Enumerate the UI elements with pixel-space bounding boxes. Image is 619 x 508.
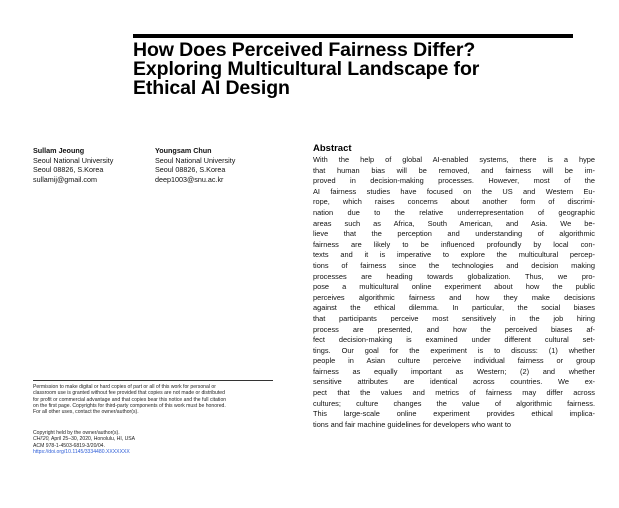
- abstract-line: process are presented, and how the perceived biases af-: [313, 324, 595, 334]
- abstract-line: sensitive attributes are identical across countries. We ex-: [313, 377, 595, 387]
- title-line: Ethical AI Design: [133, 77, 290, 99]
- copyright-block: [33, 430, 278, 455]
- permission-line: for profit or commercial advantage and that copies bear this notice and the full citation: [33, 396, 227, 403]
- abstract-line: rope, which raises concerns about another form of discrimi-: [313, 197, 595, 207]
- author-email[interactable]: sullamij@gmail.com: [33, 174, 98, 184]
- abstract-line: areas such as Africa, South American, and Asia. We be-: [313, 218, 595, 228]
- abstract-line: AI fairness studies have focused on the US and Western Eu-: [313, 186, 595, 196]
- abstract-line: fairness are likely to be influenced profoundly by local con-: [313, 239, 595, 249]
- abstract-line: fairness as equally important as Western; (2) and whether: [313, 366, 595, 376]
- permission-line: classroom use is granted without fee provided that copies are not made or distributed: [33, 390, 225, 397]
- abstract-line: against the ethical dilemma. In particular, the social biases: [313, 303, 595, 313]
- abstract-line: that human bias will be removed, and fairness will be im-: [313, 165, 595, 175]
- abstract-line: that participants perceive most sensitively in the job hiring: [313, 313, 595, 323]
- abstract-body: [313, 155, 595, 430]
- author-block: [155, 146, 235, 184]
- author-address: Seoul 08826, S.Korea: [155, 165, 226, 175]
- title-rule: [133, 34, 573, 38]
- abstract-line: people in Asian culture perceive individual fairness or group: [313, 356, 595, 366]
- permission-line: Permission to make digital or hard copies of part or all of this work for personal or: [33, 384, 216, 390]
- author-affiliation: Seoul National University: [155, 155, 236, 165]
- author-affiliation: Seoul National University: [33, 155, 114, 165]
- abstract-line: texts and it is imperative to explore the multicultural percep-: [313, 250, 595, 260]
- abstract-line: perceives algorithmic fairness and how they make decisions: [313, 292, 595, 302]
- abstract-line: tions of fairness since the technologies and decision making: [313, 260, 595, 270]
- paper-title: [133, 41, 593, 98]
- author-name: Sullam Jeoung: [33, 146, 85, 155]
- abstract-line: cultures; culture changes the value of algorithmic fairness.: [313, 398, 595, 408]
- abstract-line: pose a multicultural online experiment about how the public: [313, 282, 595, 292]
- permission-notice: [33, 384, 278, 415]
- abstract-line: proved in decision-making processes. However, most of the: [313, 176, 595, 186]
- abstract-line: nation due to the relative underrepresentation of geographic: [313, 207, 595, 217]
- abstract-line: lieve that the perception and understanding of algorithmic: [313, 229, 595, 239]
- isbn-line: ACM 978-1-4503-6819-3/20/04.: [33, 442, 105, 449]
- permission-rule: [33, 380, 273, 381]
- title-line: Exploring Multicultural Landscape for: [133, 58, 480, 80]
- conference-details: April 25–30, 2020, Honolulu, HI, USA: [49, 436, 136, 443]
- abstract-line: tions and fair machine guidelines for developers who want to: [313, 419, 512, 429]
- copyright-holder: Copyright held by the owner/author(s).: [33, 430, 120, 436]
- abstract-heading: Abstract: [313, 143, 352, 154]
- author-email[interactable]: deep1003@snu.ac.kr: [155, 174, 224, 184]
- abstract-line: This large-scale online experiment provides ethical implica-: [313, 409, 595, 419]
- abstract-line: With the help of global AI-enabled systems, there is a hype: [313, 155, 595, 164]
- doi-link[interactable]: https://doi.org/10.1145/3334480.XXXXXXX: [33, 448, 130, 455]
- author-name: Youngsam Chun: [155, 146, 212, 155]
- author-address: Seoul 08826, S.Korea: [33, 165, 104, 175]
- permission-line: on the first page. Copyrights for third-party components of this work must be honored.: [33, 402, 226, 409]
- abstract-line: pect that the values and metrics of fairness may differ across: [313, 388, 595, 398]
- author-block: [33, 146, 113, 184]
- abstract-line: processes are heading towards globalization. Thus, we pro-: [313, 271, 595, 281]
- conference-name: CHI'20,: [33, 436, 50, 443]
- abstract-line: fect decision-making is examined under different cultural set-: [313, 335, 595, 345]
- title-line: How Does Perceived Fairness Differ?: [133, 39, 476, 61]
- abstract-line: tings. Our goal for the experiment is to discuss: (1) whether: [313, 345, 595, 355]
- permission-line: For all other uses, contact the owner/author(s).: [33, 409, 139, 416]
